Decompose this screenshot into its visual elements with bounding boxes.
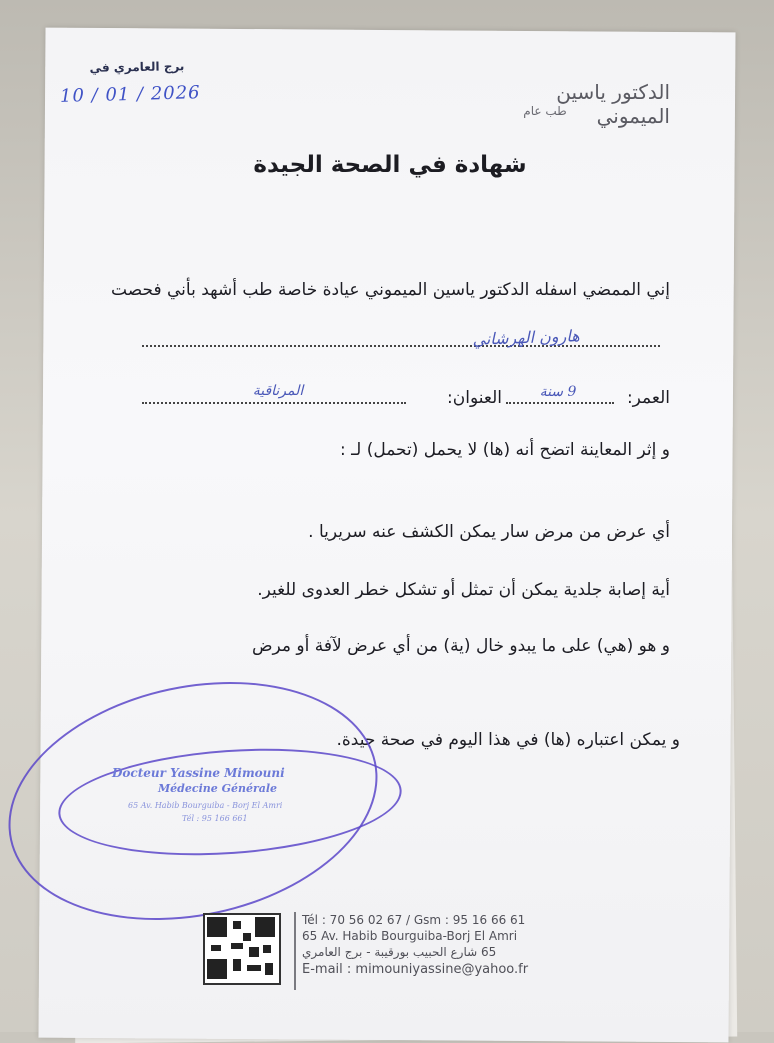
certificate-title: شهادة في الصحة الجيدة <box>253 152 527 178</box>
clause-free-of-illness: و هو (هي) على ما يبدو خال (ية) من أي عرض لآفة أو مرض <box>251 636 670 656</box>
clause-skin-infection: أية إصابة جلدية يمكن أن تمثل أو تشكل خطر العدوى للغير. <box>257 580 670 600</box>
age-value: 9 سنة <box>539 384 577 400</box>
footer-address-ar: 65 شارع الحبيب بورقيبة - برج العامري <box>302 945 497 959</box>
address-value: المرناقية <box>252 383 304 399</box>
issue-town: برج العامري في <box>89 59 185 75</box>
footer-divider <box>294 912 296 990</box>
address-dotted-line <box>142 402 406 404</box>
stamp-doctor-title: Médecine Générale <box>158 782 278 795</box>
doctor-specialty: طب عام <box>523 104 567 118</box>
footer-address-fr: 65 Av. Habib Bourguiba-Borj El Amri <box>302 929 518 943</box>
stamp-address: 65 Av. Habib Bourguiba - Borj El Amri <box>128 801 283 810</box>
intro-line: إني الممضي اسفله الدكتور ياسين الميموني عيادة خاصة طب أشهد بأني فحصت <box>111 280 670 300</box>
address-label: العنوان: <box>447 388 502 408</box>
qr-code <box>203 913 281 985</box>
stamp-phone: Tél : 95 166 661 <box>182 814 248 823</box>
stamp-doctor-name: Docteur Yassine Mimouni <box>112 766 285 780</box>
age-dotted-line <box>506 402 614 404</box>
patient-name-dotted-line <box>142 345 660 347</box>
age-label: العمر: <box>626 388 670 408</box>
clause-contagious-disease: أي عرض من مرض سار يمكن الكشف عنه سريريا . <box>308 522 670 542</box>
doctor-name-header: الدكتور ياسين الميموني <box>556 80 670 128</box>
footer-phones: Tél : 70 56 02 67 / Gsm : 95 16 66 61 <box>302 913 526 927</box>
examination-line: و إثر المعاينة اتضح أنه (ها) لا يحمل (تحمل) لـ : <box>340 440 670 460</box>
footer-email: E-mail : mimouniyassine@yahoo.fr <box>302 962 529 977</box>
issue-date: 10 / 01 / 2026 <box>59 82 201 107</box>
clause-good-health: و يمكن اعتباره (ها) في هذا اليوم في صحة جيدة. <box>336 730 680 750</box>
patient-name: هارون الهرشاني <box>472 326 580 349</box>
